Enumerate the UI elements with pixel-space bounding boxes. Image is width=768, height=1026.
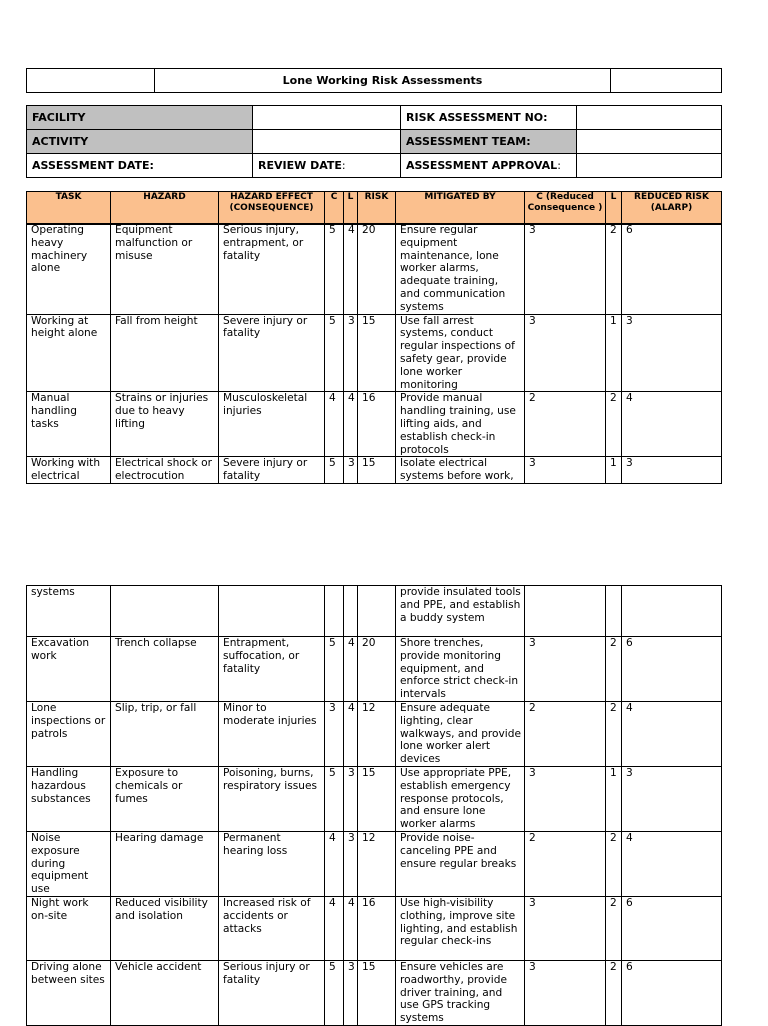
c-reduced-cell	[525, 586, 606, 637]
mitigation-cell: Provide manual handling training, use lifting aids, and establish check-in protocols	[396, 392, 525, 457]
effect-cell: Permanent hearing loss	[219, 831, 325, 896]
mitigation-cell: Ensure vehicles are roadworthy, provide driver training, and use GPS tracking systems	[396, 960, 525, 1025]
reduced-risk-cell: 4	[622, 701, 722, 766]
hazard-cell: Reduced visibility and isolation	[111, 896, 219, 960]
effect-cell	[219, 586, 325, 637]
l-reduced-cell	[606, 586, 622, 637]
risk-cell: 15	[358, 960, 396, 1025]
c-cell: 5	[325, 314, 344, 392]
task-cell: Working with electrical	[27, 457, 111, 484]
hazard-cell: Equipment malfunction or misuse	[111, 224, 219, 315]
mitigation-cell: Ensure regular equipment maintenance, lone worker alarms, adequate training, and communication systems	[396, 224, 525, 315]
task-cell: Noise exposure during equipment use	[27, 831, 111, 896]
assessment-team-label: ASSESSMENT TEAM:	[401, 130, 577, 154]
c-cell: 5	[325, 766, 344, 831]
reduced-risk-cell: 3	[622, 766, 722, 831]
header-mitigated-by: MITIGATED BY	[396, 192, 525, 225]
task-cell: Operating heavy machinery alone	[27, 224, 111, 315]
effect-cell: Serious injury or fatality	[219, 960, 325, 1025]
c-cell: 3	[325, 701, 344, 766]
header-c-reduced: C (Reduced Consequence )	[525, 192, 606, 225]
risk-cell: 12	[358, 831, 396, 896]
c-reduced-cell: 3	[525, 224, 606, 315]
table-row	[27, 457, 722, 484]
hazard-cell: Exposure to chemicals or fumes	[111, 766, 219, 831]
table-row	[27, 637, 722, 702]
header-l: L	[344, 192, 358, 225]
task-cell: Excavation work	[27, 637, 111, 702]
header-hazard-effect: HAZARD EFFECT (CONSEQUENCE)	[219, 192, 325, 225]
table-row	[27, 586, 722, 637]
c-reduced-cell: 2	[525, 392, 606, 457]
effect-cell: Serious injury, entrapment, or fatality	[219, 224, 325, 315]
assessment-approval-colon: :	[557, 159, 561, 172]
mitigation-cell: Use high-visibility clothing, improve site lighting, and establish regular check-ins	[396, 896, 525, 960]
l-cell: 4	[344, 896, 358, 960]
c-reduced-cell: 2	[525, 701, 606, 766]
header-c: C	[325, 192, 344, 225]
l-reduced-cell: 2	[606, 224, 622, 315]
task-cell: Working at height alone	[27, 314, 111, 392]
effect-cell: Minor to moderate injuries	[219, 701, 325, 766]
risk-cell	[358, 586, 396, 637]
l-reduced-cell: 2	[606, 896, 622, 960]
hazard-cell: Slip, trip, or fall	[111, 701, 219, 766]
risk-cell: 20	[358, 224, 396, 315]
c-cell: 5	[325, 457, 344, 484]
reduced-risk-cell: 4	[622, 392, 722, 457]
effect-cell: Poisoning, burns, respiratory issues	[219, 766, 325, 831]
header-reduced-risk: REDUCED RISK (ALARP)	[622, 192, 722, 225]
activity-label: ACTIVITY	[27, 130, 253, 154]
c-reduced-cell: 2	[525, 831, 606, 896]
mitigation-cell: provide insulated tools and PPE, and establish a buddy system	[396, 586, 525, 637]
mitigation-cell: Isolate electrical systems before work,	[396, 457, 525, 484]
c-cell: 5	[325, 960, 344, 1025]
reduced-risk-cell: 3	[622, 314, 722, 392]
title-left-cell	[27, 69, 155, 93]
reduced-risk-cell: 6	[622, 637, 722, 702]
task-cell: Driving alone between sites	[27, 960, 111, 1025]
l-reduced-cell: 2	[606, 392, 622, 457]
l-cell: 4	[344, 637, 358, 702]
info-table	[26, 105, 722, 178]
hazard-cell: Hearing damage	[111, 831, 219, 896]
mitigation-cell: Use appropriate PPE, establish emergency response protocols, and ensure lone worker alarms	[396, 766, 525, 831]
mitigation-cell: Shore trenches, provide monitoring equipment, and enforce strict check-in intervals	[396, 637, 525, 702]
effect-cell: Severe injury or fatality	[219, 457, 325, 484]
l-reduced-cell: 2	[606, 701, 622, 766]
review-date-label: REVIEW DATE	[258, 159, 342, 172]
assessment-approval-cell	[401, 154, 577, 178]
table-row	[27, 314, 722, 392]
risk-cell: 15	[358, 766, 396, 831]
c-reduced-cell: 3	[525, 457, 606, 484]
risk-cell: 16	[358, 896, 396, 960]
l-cell: 3	[344, 831, 358, 896]
l-cell: 4	[344, 701, 358, 766]
table-row	[27, 960, 722, 1025]
risk-table-page1	[26, 223, 722, 484]
l-cell	[344, 586, 358, 637]
l-reduced-cell: 1	[606, 314, 622, 392]
table-row	[27, 896, 722, 960]
document-title: Lone Working Risk Assessments	[155, 69, 611, 93]
title-table	[26, 68, 722, 93]
hazard-cell	[111, 586, 219, 637]
assessment-date-label: ASSESSMENT DATE:	[27, 154, 253, 178]
task-cell: Lone inspections or patrols	[27, 701, 111, 766]
table-row	[27, 392, 722, 457]
l-reduced-cell: 2	[606, 960, 622, 1025]
facility-value[interactable]	[253, 106, 401, 130]
facility-label: FACILITY	[27, 106, 253, 130]
mitigation-cell: Use fall arrest systems, conduct regular inspections of safety gear, provide lone worker monitoring	[396, 314, 525, 392]
hazard-cell: Strains or injuries due to heavy lifting	[111, 392, 219, 457]
reduced-risk-cell: 6	[622, 224, 722, 315]
reduced-risk-cell: 6	[622, 896, 722, 960]
l-cell: 4	[344, 224, 358, 315]
reduced-risk-cell: 3	[622, 457, 722, 484]
effect-cell: Increased risk of accidents or attacks	[219, 896, 325, 960]
l-cell: 3	[344, 457, 358, 484]
c-reduced-cell: 3	[525, 314, 606, 392]
header-task: TASK	[27, 192, 111, 225]
effect-cell: Severe injury or fatality	[219, 314, 325, 392]
c-cell: 4	[325, 896, 344, 960]
l-cell: 3	[344, 766, 358, 831]
risk-cell: 15	[358, 314, 396, 392]
l-cell: 4	[344, 392, 358, 457]
reduced-risk-cell: 4	[622, 831, 722, 896]
c-cell	[325, 586, 344, 637]
assessment-team-value[interactable]	[577, 130, 722, 154]
reduced-risk-cell	[622, 586, 722, 637]
task-cell: Night work on-site	[27, 896, 111, 960]
c-cell: 4	[325, 831, 344, 896]
c-reduced-cell: 3	[525, 896, 606, 960]
task-cell: Handling hazardous substances	[27, 766, 111, 831]
review-date-colon: :	[341, 159, 346, 172]
header-l-reduced: L	[606, 192, 622, 225]
reduced-risk-cell: 6	[622, 960, 722, 1025]
l-reduced-cell: 1	[606, 766, 622, 831]
l-reduced-cell: 1	[606, 457, 622, 484]
l-reduced-cell: 2	[606, 637, 622, 702]
hazard-cell: Fall from height	[111, 314, 219, 392]
l-cell: 3	[344, 960, 358, 1025]
table-row	[27, 831, 722, 896]
hazard-cell: Vehicle accident	[111, 960, 219, 1025]
l-reduced-cell: 2	[606, 831, 622, 896]
c-cell: 5	[325, 224, 344, 315]
risk-assessment-no-value[interactable]	[577, 106, 722, 130]
title-right-cell	[611, 69, 722, 93]
assessment-approval-value[interactable]	[577, 154, 722, 178]
risk-cell: 15	[358, 457, 396, 484]
hazard-cell: Trench collapse	[111, 637, 219, 702]
review-date-cell	[253, 154, 401, 178]
risk-assessment-no-label: RISK ASSESSMENT NO:	[401, 106, 577, 130]
header-risk: RISK	[358, 192, 396, 225]
header-hazard: HAZARD	[111, 192, 219, 225]
table-row	[27, 766, 722, 831]
c-reduced-cell: 3	[525, 637, 606, 702]
c-reduced-cell: 3	[525, 960, 606, 1025]
risk-table-header	[26, 191, 722, 225]
l-cell: 3	[344, 314, 358, 392]
activity-value[interactable]	[253, 130, 401, 154]
risk-cell: 12	[358, 701, 396, 766]
table-row	[27, 701, 722, 766]
effect-cell: Musculoskeletal injuries	[219, 392, 325, 457]
c-cell: 5	[325, 637, 344, 702]
c-cell: 4	[325, 392, 344, 457]
risk-cell: 20	[358, 637, 396, 702]
table-row	[27, 224, 722, 315]
c-reduced-cell: 3	[525, 766, 606, 831]
mitigation-cell: Provide noise-canceling PPE and ensure regular breaks	[396, 831, 525, 896]
task-cell: systems	[27, 586, 111, 637]
mitigation-cell: Ensure adequate lighting, clear walkways, and provide lone worker alert devices	[396, 701, 525, 766]
risk-table-page2	[26, 585, 722, 1026]
risk-cell: 16	[358, 392, 396, 457]
assessment-approval-label: ASSESSMENT APPROVAL	[406, 159, 558, 172]
task-cell: Manual handling tasks	[27, 392, 111, 457]
hazard-cell: Electrical shock or electrocution	[111, 457, 219, 484]
effect-cell: Entrapment, suffocation, or fatality	[219, 637, 325, 702]
